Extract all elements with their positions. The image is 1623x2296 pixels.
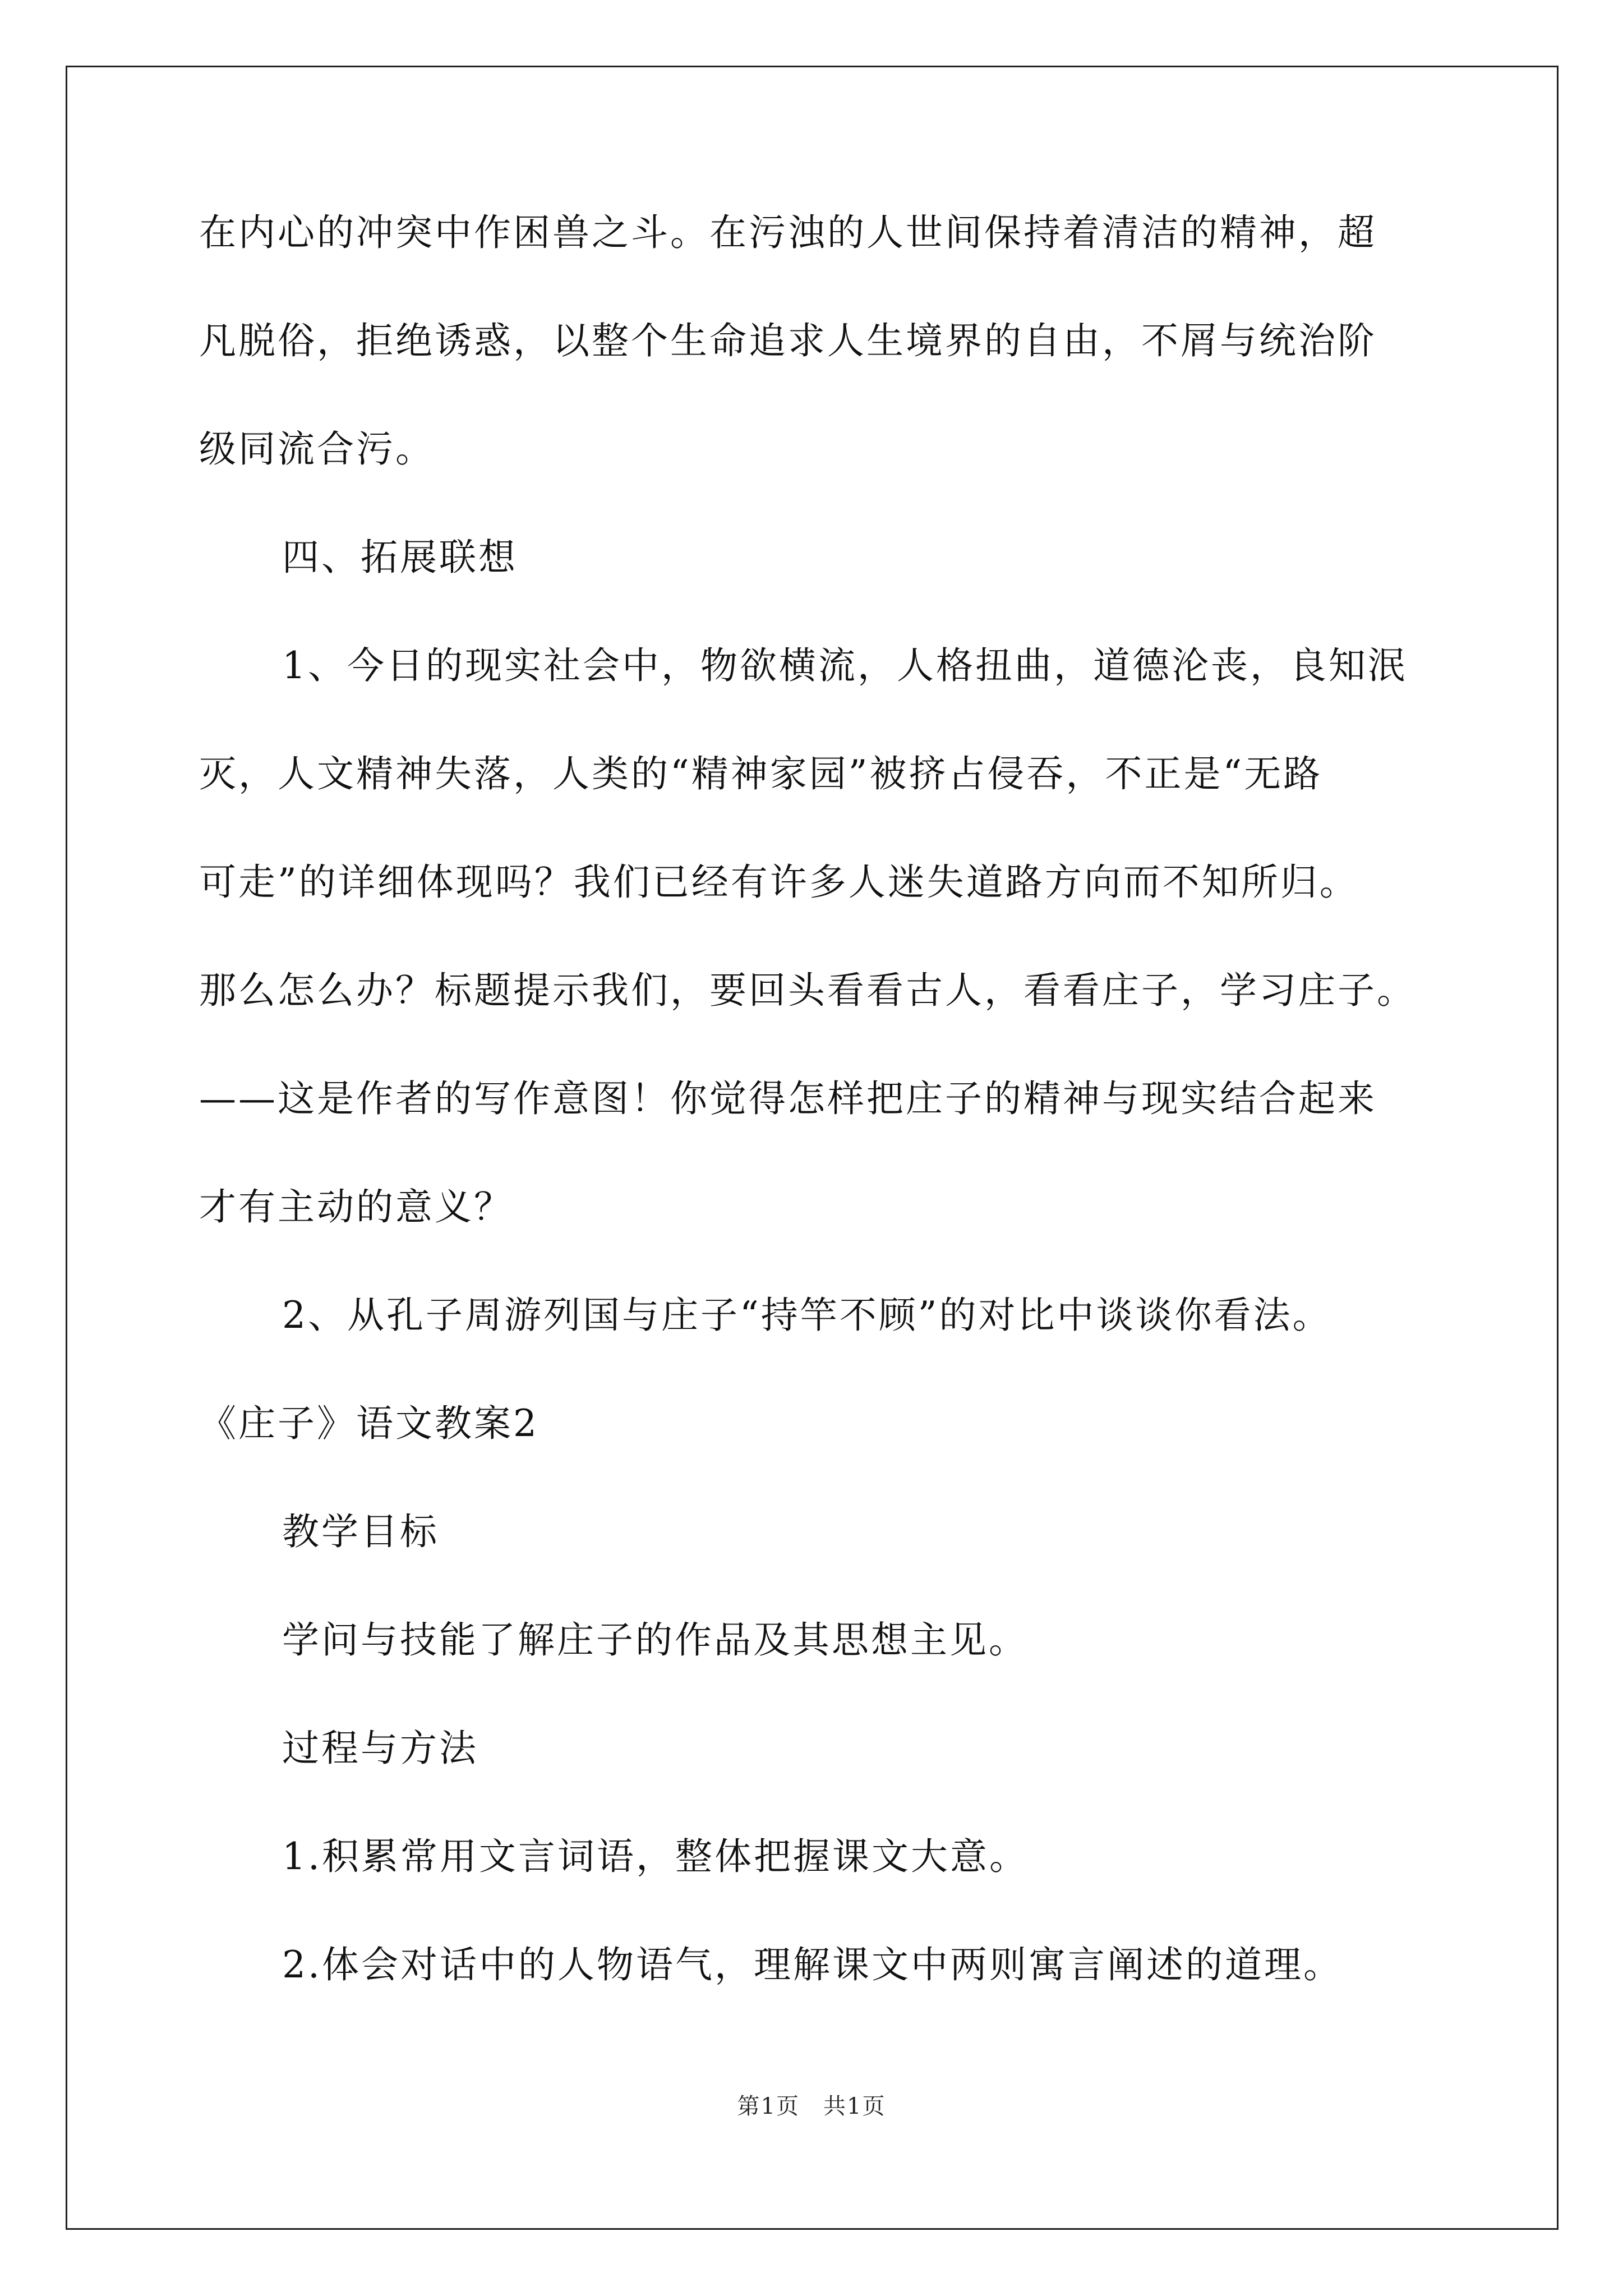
text-line: 2.体会对话中的人物语气，理解课文中两则寓言阐述的道理。 (282, 1943, 1343, 1986)
document-title: 《庄子》语文教案2 (199, 1402, 539, 1445)
text-line: 2、从孔子周游列国与庄子“持竿不顾”的对比中谈谈你看法。 (282, 1294, 1332, 1337)
text-line: 那么怎么办？标题提示我们，要回头看看古人，看看庄子，学习庄子。 (199, 969, 1416, 1012)
page-footer: 第1页 共1页 (737, 2093, 886, 2119)
section-heading: 教学目标 (282, 1510, 439, 1553)
text-line: 可走”的详细体现吗？我们已经有许多人迷失道路方向而不知所归。 (199, 861, 1359, 904)
text-line: 在内心的冲突中作困兽之斗。在污浊的人世间保持着清洁的精神，超 (199, 211, 1377, 254)
text-line: 级同流合污。 (199, 427, 435, 471)
text-line: 灭，人文精神失落，人类的“精神家园”被挤占侵吞，不正是“无路 (199, 752, 1323, 795)
section-heading: 过程与方法 (282, 1727, 478, 1770)
text-line: 学问与技能了解庄子的作品及其思想主见。 (282, 1618, 1028, 1662)
section-heading: 四、拓展联想 (282, 536, 518, 579)
text-line: ——这是作者的写作意图！你觉得怎样把庄子的精神与现实结合起来 (199, 1077, 1377, 1120)
text-line: 凡脱俗，拒绝诱惑，以整个生命追求人生境界的自由，不屑与统治阶 (199, 319, 1377, 362)
page-border (66, 66, 1559, 2230)
text-line: 1.积累常用文言词语，整体把握课文大意。 (282, 1835, 1029, 1878)
text-line: 才有主动的意义？ (199, 1185, 513, 1228)
text-line: 1、今日的现实社会中，物欲横流，人格扭曲，道德沦丧，良知泯 (282, 644, 1407, 687)
